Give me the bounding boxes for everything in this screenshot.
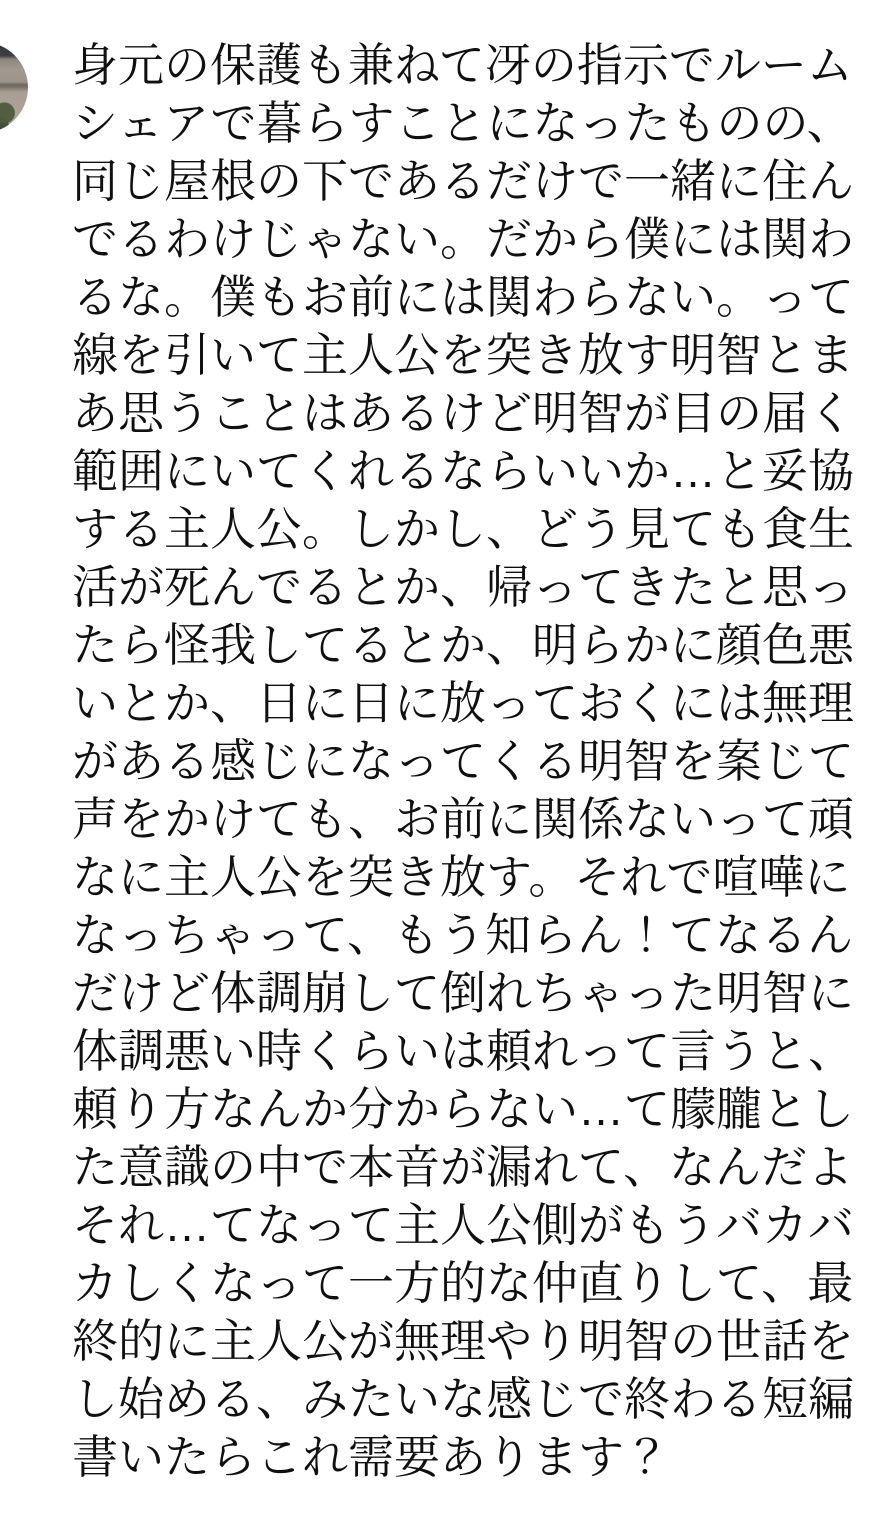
post-text-line: でるわけじゃない。だから僕には関わ	[72, 213, 854, 265]
post-text-line: 体調悪い時くらいは頼れって言うと、	[72, 1025, 854, 1077]
post-text-line: 終的に主人公が無理やり明智の世話を	[72, 1315, 854, 1367]
avatar[interactable]	[0, 42, 28, 133]
post-text-line: 身元の保護も兼ねて冴の指示でルーム	[72, 39, 853, 91]
post-text-line: 書いたらこれ需要あります？	[72, 1431, 670, 1483]
post-text-line: 声をかけても、お前に関係ないって頑	[72, 793, 854, 845]
post-text-line: 線を引いて主人公を突き放す明智とま	[72, 329, 854, 381]
post-text-line: する主人公。しかし、どう見ても食生	[72, 503, 854, 555]
avatar-photo	[0, 42, 28, 133]
post-text-line: 頼り方なんか分からない…て朦朧とし	[72, 1083, 854, 1135]
post-text-line: シェアで暮らすことになったものの、	[72, 97, 853, 149]
post-text-line: し始める、みたいな感じで終わる短編	[72, 1373, 854, 1425]
post-text-line: 範囲にいてくれるならいいか…と妥協	[72, 445, 854, 497]
post-text-line: だけど体調崩して倒れちゃった明智に	[72, 967, 854, 1019]
post-text-line: るな。僕もお前には関わらない。って	[72, 271, 854, 323]
post-text-line: あ思うことはあるけど明智が目の届く	[72, 387, 854, 439]
post-text-line: たら怪我してるとか、明らかに顔色悪	[72, 619, 854, 671]
post-text-line: た意識の中で本音が漏れて、なんだよ	[72, 1141, 854, 1193]
post-text-line: なっちゃって、もう知らん！てなるん	[72, 909, 854, 961]
post-text-line: 活が死んでるとか、帰ってきたと思っ	[72, 561, 854, 613]
post-text-line: なに主人公を突き放す。それで喧嘩に	[72, 851, 851, 903]
post-text-line: がある感じになってくる明智を案じて	[72, 735, 854, 787]
post-body-text	[72, 36, 854, 1486]
post-text-line: それ…てなって主人公側がもうバカバ	[72, 1199, 854, 1251]
post-text-line: カしくなって一方的な仲直りして、最	[72, 1257, 854, 1309]
post-text-line: いとか、日に日に放っておくには無理	[72, 677, 854, 729]
post-text-line: 同じ屋根の下であるだけで一緒に住ん	[72, 155, 854, 207]
